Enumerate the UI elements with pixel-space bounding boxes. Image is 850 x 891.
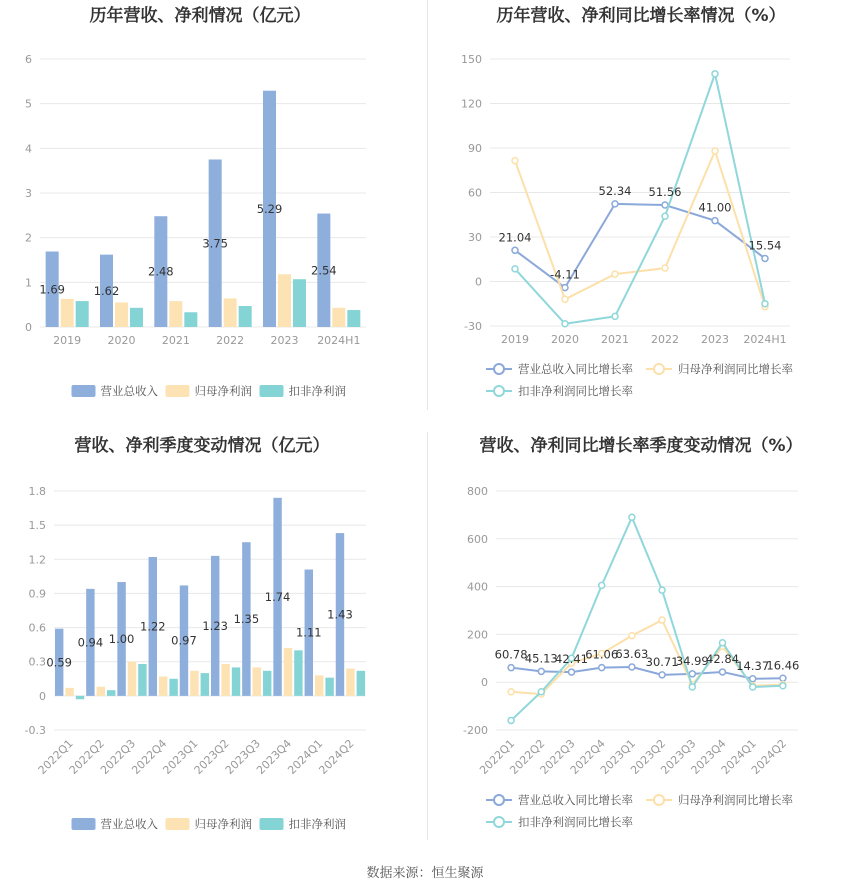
annual-growth-svg: [428, 0, 850, 410]
data-label: 60.78: [494, 647, 528, 662]
y-tick-label: -200: [463, 724, 488, 737]
y-tick-label: 600: [467, 532, 488, 546]
annual-amount-svg: [0, 0, 425, 410]
legend-entry: 归母净利润: [194, 817, 252, 831]
bar: [284, 648, 292, 696]
data-label: 63.63: [615, 646, 649, 661]
data-label: 45.13: [524, 651, 558, 666]
bar: [130, 308, 143, 327]
y-tick-label: 1.5: [28, 519, 46, 533]
data-point: [780, 675, 786, 681]
data-point: [712, 218, 718, 224]
x-tick-label: 2020: [551, 333, 579, 346]
y-tick-label: 0.3: [28, 655, 46, 669]
data-point: [662, 265, 668, 271]
data-point: [750, 684, 756, 690]
x-tick-label: 2022: [216, 334, 245, 347]
y-tick-label: 3: [25, 187, 32, 200]
data-point: [712, 71, 718, 77]
bar: [253, 667, 261, 695]
y-tick-label: 1.2: [28, 553, 46, 567]
legend-swatch: [72, 385, 96, 397]
data-label: -4.11: [550, 267, 580, 282]
bar: [221, 664, 229, 696]
y-tick-label: 2: [25, 231, 32, 245]
data-point: [562, 296, 568, 302]
bar: [128, 662, 136, 696]
x-tick-label: 2021: [161, 334, 190, 347]
data-label: 1.22: [139, 619, 166, 634]
legend-entry: 归母净利润同比增长率: [678, 793, 793, 807]
legend-swatch: [166, 818, 190, 830]
legend-swatch: [654, 364, 664, 374]
data-point: [689, 671, 695, 677]
data-label: 42.41: [555, 652, 588, 667]
x-tick-label: 2024H1: [743, 333, 787, 346]
bar: [138, 664, 146, 696]
chart-title: 营收、净利季度变动情况（亿元）: [74, 436, 330, 456]
y-tick-label: 400: [467, 580, 488, 594]
data-label: 16.46: [766, 658, 800, 673]
bar: [325, 678, 333, 696]
legend-entry: 营业总收入: [100, 817, 158, 831]
bar: [76, 696, 84, 699]
x-tick-label: 2019: [501, 333, 529, 346]
x-tick-label: 2022Q2: [507, 736, 548, 777]
chart-annual-amount: [0, 0, 425, 430]
data-label: 1.43: [327, 607, 353, 622]
bar: [169, 679, 177, 696]
legend-entry: 扣非净利润: [288, 384, 346, 398]
x-tick-label: 2022Q3: [98, 736, 139, 777]
x-tick-label: 2020: [107, 334, 136, 347]
panel-divider: [427, 0, 428, 410]
data-point: [780, 683, 786, 689]
bar: [294, 650, 302, 696]
data-label: 0.97: [171, 633, 197, 648]
x-tick-label: 2023Q4: [688, 736, 729, 777]
data-point: [508, 717, 514, 723]
x-tick-label: 2024Q1: [718, 736, 759, 777]
bar: [76, 301, 89, 327]
chart-annual-growth: [428, 0, 850, 430]
x-tick-label: 2022Q1: [477, 736, 518, 777]
y-tick-label: 150: [461, 53, 482, 66]
legend-entry: 扣非净利润同比增长率: [518, 815, 633, 829]
legend-swatch: [494, 795, 504, 805]
data-point: [612, 201, 618, 207]
bar: [107, 690, 115, 696]
bar: [332, 308, 345, 327]
legend-entry: 归母净利润: [194, 384, 252, 398]
data-point: [629, 664, 635, 670]
x-tick-label: 2023: [270, 334, 299, 347]
data-label: 14.37: [736, 658, 770, 673]
chart-quarter-growth: [428, 430, 850, 860]
y-tick-label: 5: [25, 97, 32, 111]
x-tick-label: 2024Q2: [748, 736, 790, 777]
bar: [278, 274, 291, 327]
bar: [61, 299, 74, 327]
bar: [346, 669, 354, 696]
data-label: 30.71: [645, 654, 679, 669]
x-tick-label: 2023Q3: [222, 736, 263, 777]
quarter-amount-svg: [0, 430, 425, 855]
bar: [357, 671, 365, 696]
x-tick-label: 2023Q4: [254, 736, 295, 777]
legend-swatch: [494, 817, 504, 827]
legend-entry: 营业总收入: [100, 384, 158, 398]
data-label: 2.54: [311, 263, 337, 278]
legend-entry: 扣非净利润: [288, 817, 346, 831]
data-point: [538, 668, 544, 674]
legend-swatch: [494, 386, 504, 396]
legend-swatch: [166, 385, 190, 397]
legend-entry: 营业总收入同比增长率: [518, 362, 633, 376]
bar: [263, 671, 271, 696]
x-tick-label: 2024Q2: [316, 736, 357, 777]
y-tick-label: 120: [461, 97, 482, 111]
y-tick-label: 0: [39, 689, 46, 703]
data-point: [512, 158, 518, 164]
data-point: [712, 148, 718, 154]
x-tick-label: 2023Q3: [658, 736, 699, 777]
data-label: 1.23: [202, 618, 228, 633]
series-line: [511, 517, 783, 720]
y-tick-label: 60: [468, 186, 482, 200]
data-point: [762, 255, 768, 261]
data-point: [508, 665, 514, 671]
legend-swatch: [654, 795, 664, 805]
chart-quarter-amount: [0, 430, 425, 860]
legend-swatch: [260, 818, 284, 830]
y-tick-label: 200: [467, 628, 488, 642]
quarter-growth-svg: [428, 430, 850, 855]
x-tick-label: 2024Q1: [285, 736, 326, 777]
bar: [159, 677, 167, 696]
bar: [190, 671, 198, 696]
data-point: [512, 247, 518, 253]
data-label: 2.48: [148, 264, 174, 279]
y-tick-label: 30: [468, 231, 482, 244]
data-point: [562, 321, 568, 327]
x-tick-label: 2023Q2: [628, 736, 669, 777]
y-tick-label: 0: [475, 275, 482, 289]
data-label: 1.35: [233, 612, 260, 627]
data-source: 数据来源：恒生聚源: [366, 866, 484, 881]
data-point: [662, 202, 668, 208]
data-point: [659, 672, 665, 678]
x-tick-label: 2022Q4: [567, 736, 608, 777]
x-tick-label: 2023Q2: [191, 736, 232, 777]
data-label: 1.62: [93, 283, 120, 298]
data-point: [508, 689, 514, 695]
y-tick-label: 0: [25, 321, 32, 334]
y-tick-label: 1.8: [28, 485, 46, 498]
legend-swatch: [494, 364, 504, 374]
series-line: [515, 151, 765, 307]
data-point: [762, 301, 768, 307]
x-tick-label: 2023Q1: [597, 736, 639, 777]
x-tick-label: 2021: [601, 333, 629, 346]
data-point: [612, 271, 618, 277]
x-tick-label: 2019: [53, 334, 82, 347]
data-point: [720, 669, 726, 675]
x-tick-label: 2024H1: [317, 334, 361, 347]
data-point: [659, 617, 665, 623]
x-tick-label: 2022: [651, 333, 679, 346]
legend-swatch: [260, 385, 284, 397]
bar: [224, 298, 237, 327]
data-label: 15.54: [748, 238, 782, 253]
data-label: 51.56: [648, 185, 682, 200]
x-tick-label: 2022Q3: [537, 736, 578, 777]
bar: [169, 301, 182, 327]
x-tick-label: 2023Q1: [160, 736, 201, 777]
data-label: 1.69: [39, 282, 65, 297]
y-tick-label: 800: [467, 485, 488, 498]
data-point: [612, 313, 618, 319]
data-point: [569, 669, 575, 675]
bar: [184, 312, 197, 327]
chart-title: 历年营收、净利情况（亿元）: [89, 6, 311, 26]
data-label: 42.84: [706, 651, 739, 666]
data-label: 3.75: [202, 236, 228, 251]
data-label: 21.04: [498, 230, 532, 245]
data-point: [538, 689, 544, 695]
legend-entry: 营业总收入同比增长率: [518, 793, 633, 807]
data-point: [562, 285, 568, 291]
bar: [232, 667, 240, 695]
data-point: [662, 213, 668, 219]
data-point: [629, 633, 635, 639]
bar: [65, 688, 73, 696]
bar: [97, 687, 105, 696]
y-tick-label: 6: [25, 53, 32, 66]
data-point: [599, 665, 605, 671]
data-label: 52.34: [598, 183, 632, 198]
data-point: [689, 684, 695, 690]
y-tick-label: 0: [481, 676, 488, 690]
y-tick-label: 90: [468, 142, 482, 155]
x-tick-label: 2023: [701, 333, 729, 346]
data-label: 1.74: [264, 589, 291, 604]
bar: [201, 673, 209, 696]
data-point: [629, 514, 635, 520]
y-tick-label: 4: [25, 142, 32, 156]
data-label: 34.99: [675, 653, 709, 668]
bar: [315, 675, 323, 695]
bar: [115, 302, 128, 327]
legend-swatch: [72, 818, 96, 830]
x-tick-label: 2022Q4: [129, 736, 170, 777]
legend-entry: 扣非净利润同比增长率: [518, 384, 633, 398]
data-label: 41.00: [698, 200, 732, 215]
data-point: [599, 582, 605, 588]
bar: [293, 279, 306, 327]
data-point: [720, 640, 726, 646]
x-tick-label: 2022Q1: [35, 736, 76, 777]
y-tick-label: 0.6: [28, 621, 46, 635]
chart-title: 历年营收、净利同比增长率情况（%）: [496, 6, 786, 26]
y-tick-label: 0.9: [28, 587, 46, 601]
series-line: [515, 74, 765, 324]
panel-divider: [427, 432, 428, 840]
data-point: [512, 266, 518, 272]
data-label: 1.00: [108, 631, 135, 646]
legend-entry: 归母净利润同比增长率: [678, 362, 793, 376]
y-tick-label: 1: [25, 276, 32, 290]
data-label: 0.94: [77, 635, 104, 650]
data-label: 1.11: [295, 625, 322, 640]
data-label: 5.29: [256, 201, 283, 216]
x-tick-label: 2022Q2: [66, 736, 107, 777]
y-tick-label: -0.3: [24, 724, 46, 737]
bar: [347, 310, 360, 327]
data-label: 0.59: [46, 655, 72, 670]
data-label: 61.06: [585, 647, 619, 662]
data-point: [750, 676, 756, 682]
bar: [239, 306, 252, 327]
data-point: [659, 587, 665, 593]
y-tick-label: -30: [464, 320, 482, 333]
chart-title: 营收、净利同比增长率季度变动情况（%）: [479, 436, 803, 456]
